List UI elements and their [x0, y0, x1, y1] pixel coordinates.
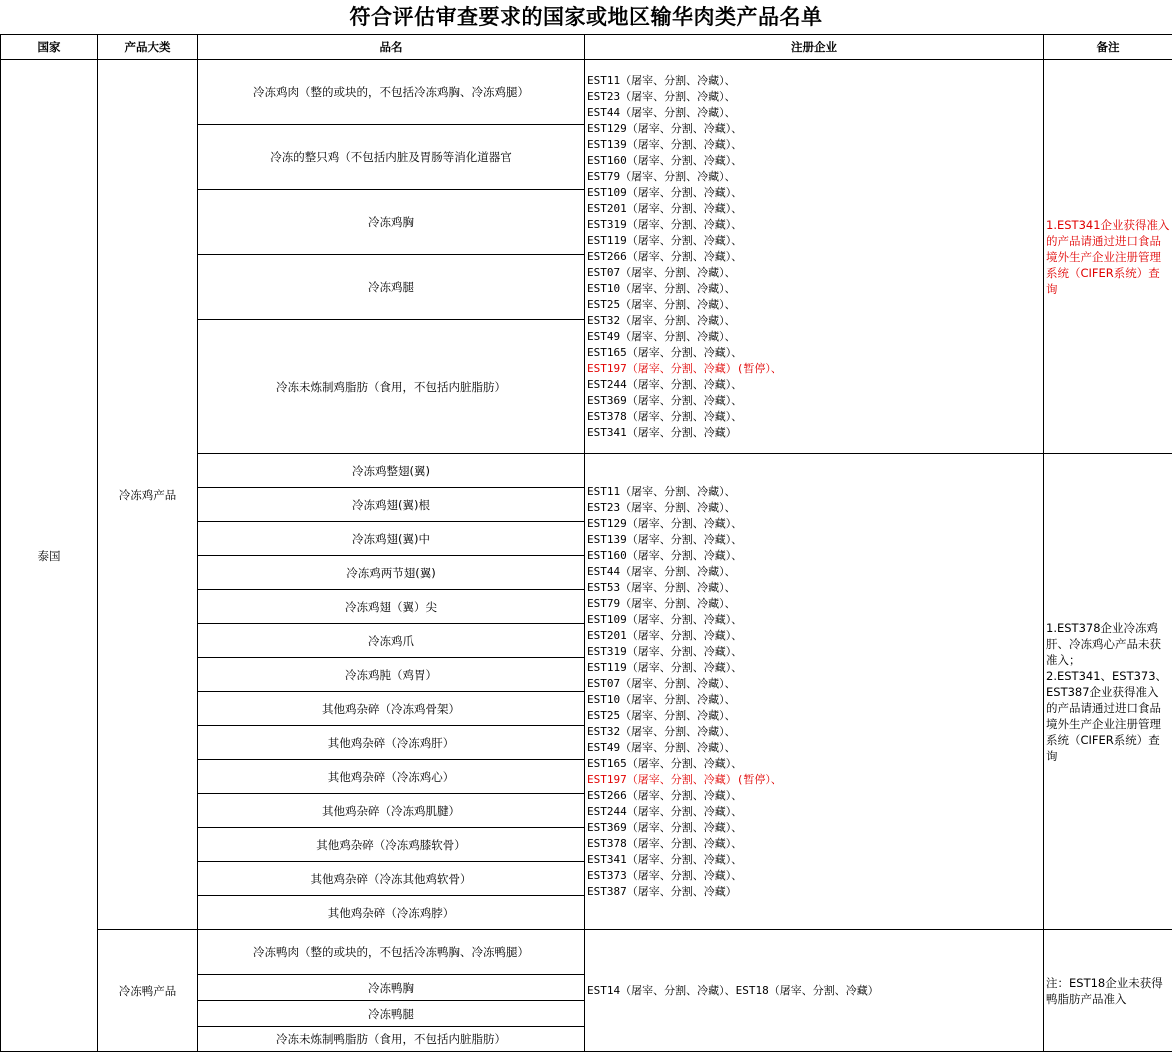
enterprise-entry: EST23（屠宰、分割、冷藏）、 — [587, 89, 736, 103]
product-name-cell: 其他鸡杂碎（冷冻鸡膝软骨） — [198, 828, 585, 862]
enterprise-entry: EST378（屠宰、分割、冷藏）、 — [587, 836, 743, 850]
enterprise-entry: EST341（屠宰、分割、冷藏） — [587, 425, 737, 439]
enterprise-entry: EST32（屠宰、分割、冷藏）、 — [587, 724, 736, 738]
header-row — [1, 35, 1172, 60]
product-name-cell: 其他鸡杂碎（冷冻鸡心） — [198, 760, 585, 794]
enterprise-entry: EST197（屠宰、分割、冷藏）(暂停）、 — [587, 361, 782, 375]
product-name-cell: 冷冻鸡腿 — [198, 255, 585, 320]
product-name-cell: 其他鸡杂碎（冷冻鸡肝） — [198, 726, 585, 760]
enterprise-entry: EST10（屠宰、分割、冷藏）、 — [587, 281, 736, 295]
enterprise-entry: EST165（屠宰、分割、冷藏）、 — [587, 756, 743, 770]
product-name-cell: 冷冻鸡肫（鸡胃） — [198, 658, 585, 692]
remark-line: 1.EST341企业获得准入的产品请通过进口食品境外生产企业注册管理系统（CIFER系统）查询 — [1046, 217, 1170, 296]
enterprise-entry: EST23（屠宰、分割、冷藏）、 — [587, 500, 736, 514]
enterprise-entry: EST11（屠宰、分割、冷藏）、 — [587, 484, 736, 498]
enterprise-cell — [585, 60, 1044, 454]
product-name-cell: 冷冻鸡翅（翼）尖 — [198, 590, 585, 624]
table-row — [1, 930, 1172, 975]
category-cell: 冷冻鸡产品 — [98, 60, 198, 930]
header-product: 品名 — [198, 35, 585, 60]
enterprise-entry: EST129（屠宰、分割、冷藏）、 — [587, 516, 743, 530]
product-name-cell: 冷冻鸡肉（整的或块的，不包括冷冻鸡胸、冷冻鸡腿） — [198, 60, 585, 125]
table-body — [1, 60, 1172, 1052]
enterprise-entry: EST109（屠宰、分割、冷藏）、 — [587, 185, 743, 199]
enterprise-entry: EST119（屠宰、分割、冷藏）、 — [587, 660, 743, 674]
product-name-cell: 其他鸡杂碎（冷冻鸡骨架） — [198, 692, 585, 726]
enterprise-entry: EST201（屠宰、分割、冷藏）、 — [587, 201, 743, 215]
enterprise-cell — [585, 930, 1044, 1052]
page-title: 符合评估审查要求的国家或地区输华肉类产品名单 — [349, 5, 823, 29]
header-enterprise: 注册企业 — [585, 35, 1044, 60]
enterprise-entry: EST07（屠宰、分割、冷藏）、 — [587, 676, 736, 690]
enterprise-entry: EST378（屠宰、分割、冷藏）、 — [587, 409, 743, 423]
enterprise-entry: EST319（屠宰、分割、冷藏）、 — [587, 217, 743, 231]
product-name-cell: 冷冻鸡整翅(翼) — [198, 454, 585, 488]
enterprise-entry: EST32（屠宰、分割、冷藏）、 — [587, 313, 736, 327]
remark-line: 1.EST378企业冷冻鸡肝、冷冻鸡心产品未获准入； — [1046, 620, 1161, 667]
enterprise-entry: EST44（屠宰、分割、冷藏）、 — [587, 564, 736, 578]
enterprise-entry: EST244（屠宰、分割、冷藏）、 — [587, 377, 743, 391]
enterprise-entry: EST266（屠宰、分割、冷藏）、 — [587, 788, 743, 802]
product-name-cell: 冷冻鸡胸 — [198, 190, 585, 255]
product-name-cell: 冷冻鸡翅(翼)根 — [198, 488, 585, 522]
enterprise-entry: EST160（屠宰、分割、冷藏）、 — [587, 153, 743, 167]
enterprise-entry: EST49（屠宰、分割、冷藏）、 — [587, 329, 736, 343]
product-name-cell: 冷冻鸭肉（整的或块的，不包括冷冻鸭胸、冷冻鸭腿） — [198, 930, 585, 975]
enterprise-entry: EST139（屠宰、分割、冷藏）、 — [587, 137, 743, 151]
remark-cell — [1044, 454, 1172, 930]
product-name-cell: 冷冻的整只鸡（不包括内脏及胃肠等消化道器官 — [198, 125, 585, 190]
remark-line: 注：EST18企业未获得鸭脂肪产品准入 — [1046, 975, 1163, 1006]
enterprise-entry: EST319（屠宰、分割、冷藏）、 — [587, 644, 743, 658]
product-name-cell: 冷冻未炼制鸭脂肪（食用，不包括内脏脂肪） — [198, 1027, 585, 1052]
enterprise-entry: EST25（屠宰、分割、冷藏）、 — [587, 297, 736, 311]
table-row — [1, 60, 1172, 125]
enterprise-entry: EST160（屠宰、分割、冷藏）、 — [587, 548, 743, 562]
enterprise-entry: EST369（屠宰、分割、冷藏）、 — [587, 393, 743, 407]
product-name-cell: 冷冻鸭胸 — [198, 975, 585, 1001]
product-name-cell: 冷冻鸡两节翅(翼) — [198, 556, 585, 590]
enterprise-entry: EST373（屠宰、分割、冷藏）、 — [587, 868, 743, 882]
enterprise-entry: EST79（屠宰、分割、冷藏）、 — [587, 596, 736, 610]
product-name-cell: 冷冻鸡翅(翼)中 — [198, 522, 585, 556]
header-country: 国家 — [1, 35, 98, 60]
header-category: 产品大类 — [98, 35, 198, 60]
country-cell: 泰国 — [1, 60, 98, 1052]
product-name-cell: 其他鸡杂碎（冷冻其他鸡软骨） — [198, 862, 585, 896]
enterprise-entry: EST11（屠宰、分割、冷藏）、 — [587, 73, 736, 87]
product-table — [0, 34, 1172, 1052]
product-name-cell: 冷冻鸡爪 — [198, 624, 585, 658]
enterprise-entry: EST139（屠宰、分割、冷藏）、 — [587, 532, 743, 546]
enterprise-entry: EST165（屠宰、分割、冷藏）、 — [587, 345, 743, 359]
enterprise-entry: EST25（屠宰、分割、冷藏）、 — [587, 708, 736, 722]
enterprise-entry: EST49（屠宰、分割、冷藏）、 — [587, 740, 736, 754]
category-cell: 冷冻鸭产品 — [98, 930, 198, 1052]
product-name-cell: 冷冻鸭腿 — [198, 1001, 585, 1027]
enterprise-entry: EST341（屠宰、分割、冷藏）、 — [587, 852, 743, 866]
enterprise-entry: EST119（屠宰、分割、冷藏）、 — [587, 233, 743, 247]
enterprise-cell — [585, 454, 1044, 930]
product-name-cell: 其他鸡杂碎（冷冻鸡肌腱） — [198, 794, 585, 828]
enterprise-entry: EST10（屠宰、分割、冷藏）、 — [587, 692, 736, 706]
enterprise-entry: EST07（屠宰、分割、冷藏）、 — [587, 265, 736, 279]
enterprise-entry: EST109（屠宰、分割、冷藏）、 — [587, 612, 743, 626]
remark-cell — [1044, 60, 1172, 454]
enterprise-entry: EST201（屠宰、分割、冷藏）、 — [587, 628, 743, 642]
enterprise-entry: EST387（屠宰、分割、冷藏） — [587, 884, 737, 898]
header-remark: 备注 — [1044, 35, 1172, 60]
enterprise-entry: EST369（屠宰、分割、冷藏）、 — [587, 820, 743, 834]
enterprise-entry: EST197（屠宰、分割、冷藏）(暂停）、 — [587, 772, 782, 786]
remark-line: 2.EST341、EST373、EST387企业获得准入的产品请通过进口食品境外生产企业注册管理系统（CIFER系统）查询 — [1046, 668, 1168, 763]
enterprise-entry: EST14（屠宰、分割、冷藏）、EST18（屠宰、分割、冷藏） — [587, 983, 879, 997]
product-name-cell: 其他鸡杂碎（冷冻鸡脖） — [198, 896, 585, 930]
enterprise-entry: EST266（屠宰、分割、冷藏）、 — [587, 249, 743, 263]
enterprise-entry: EST44（屠宰、分割、冷藏）、 — [587, 105, 736, 119]
remark-cell — [1044, 930, 1172, 1052]
enterprise-entry: EST244（屠宰、分割、冷藏）、 — [587, 804, 743, 818]
enterprise-entry: EST129（屠宰、分割、冷藏）、 — [587, 121, 743, 135]
product-name-cell: 冷冻未炼制鸡脂肪（食用，不包括内脏脂肪） — [198, 320, 585, 454]
enterprise-entry: EST53（屠宰、分割、冷藏）、 — [587, 580, 736, 594]
enterprise-entry: EST79（屠宰、分割、冷藏）、 — [587, 169, 736, 183]
